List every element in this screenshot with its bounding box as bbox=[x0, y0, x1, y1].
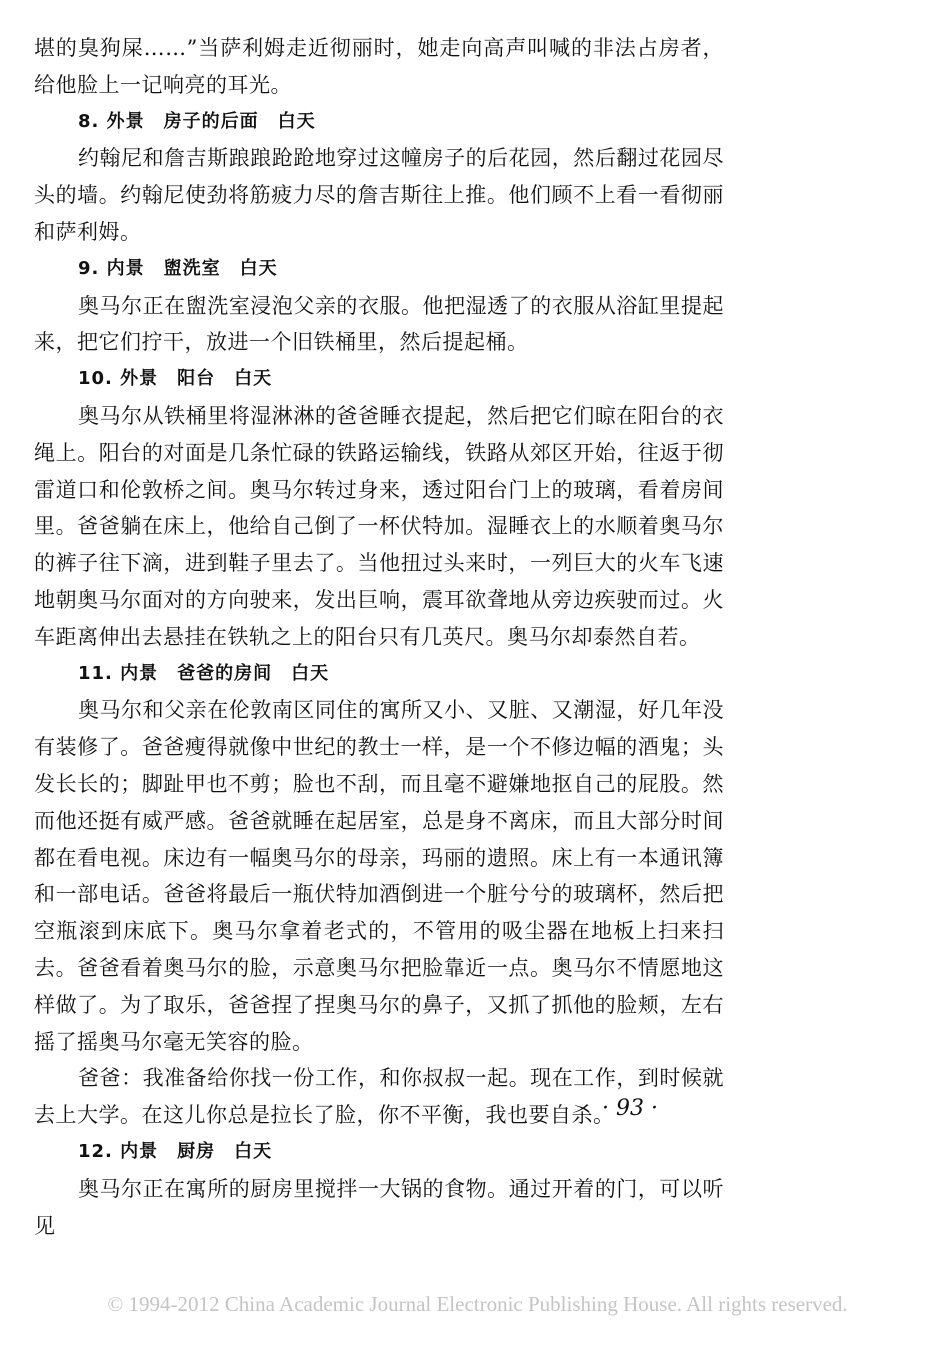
scene-8-paragraph: 约翰尼和詹吉斯踉踉跄跄地穿过这幢房子的后花园，然后翻过花园尽头的墙。约翰尼使劲将筋疲力尽的詹吉斯往上推。他们顾不上看一看彻丽和萨利姆。 bbox=[34, 146, 724, 244]
scene-heading-9: 9. 内景 盥洗室 白天 bbox=[78, 257, 278, 279]
copyright-footer: © 1994-2012 China Academic Journal Electronic Publishing House. All rights reserved. bbox=[107, 1292, 848, 1316]
scene-9-paragraph: 奥马尔正在盥洗室浸泡父亲的衣服。他把湿透了的衣服从浴缸里提起来，把它们拧干，放进一个旧铁桶里，然后提起桶。 bbox=[34, 293, 724, 355]
page-number: · 93 · bbox=[602, 1096, 658, 1121]
scene-heading-12: 12. 内景 厨房 白天 bbox=[78, 1140, 273, 1162]
scene-10-paragraph: 奥马尔从铁桶里将湿淋淋的爸爸睡衣提起，然后把它们晾在阳台的衣绳上。阳台的对面是几条忙碌的铁路运输线，铁路从郊区开始，往返于彻雷道口和伦敦桥之间。奥马尔转过身来，透过阳台门上的玻璃，看着房间里。爸爸躺在床上，他给自己倒了一杯伏特加。湿睡衣上的水顺着奥马尔的裤子往下滴，进到鞋子里去了。当他扭过头来时，一列巨大的火车飞速地朝奥马尔面对的方向驶来，发出巨响，震耳欲聋地从旁边疾驶而过。火车距离伸出去悬挂在铁轨之上的阳台只有几英尺。奥马尔却泰然自若。 bbox=[34, 403, 724, 649]
scene-11-dialogue: 爸爸：我准备给你找一份工作，和你叔叔一起。现在工作，到时候就去上大学。在这儿你总是拉长了脸，你不平衡，我也要自杀。 bbox=[34, 1066, 724, 1128]
document-page bbox=[34, 30, 724, 1244]
paragraph-continued: 堪的臭狗屎……”当萨利姆走近彻丽时，她走向高声叫喊的非法占房者，给他脸上一记响亮的耳光。 bbox=[34, 36, 724, 97]
scene-heading-11: 11. 内景 爸爸的房间 白天 bbox=[78, 662, 330, 684]
scene-heading-10: 10. 外景 阳台 白天 bbox=[78, 368, 273, 390]
scene-heading-8: 8. 外景 房子的后面 白天 bbox=[78, 110, 316, 132]
scene-11-paragraph: 奥马尔和父亲在伦敦南区同住的寓所又小、又脏、又潮湿，好几年没有装修了。爸爸瘦得就像中世纪的教士一样，是一个不修边幅的酒鬼；头发长长的；脚趾甲也不剪；脸也不刮，而且毫不避嫌地抠自己的屁股。然而他还挺有威严感。爸爸就睡在起居室，总是身不离床，而且大部分时间都在看电视。床边有一幅奥马尔的母亲，玛丽的遗照。床上有一本通讯簿和一部电话。爸爸将最后一瓶伏特加酒倒进一个脏兮兮的玻璃杯，然后把空瓶滚到床底下。奥马尔拿着老式的，不管用的吸尘器在地板上扫来扫去。爸爸看着奥马尔的脸，示意奥马尔把脸靠近一点。奥马尔不情愿地这样做了。为了取乐，爸爸捏了捏奥马尔的鼻子，又抓了抓他的脸颊，左右摇了摇奥马尔毫无笑容的脸。 bbox=[34, 698, 724, 1054]
scene-12-paragraph: 奥马尔正在寓所的厨房里搅拌一大锅的食物。通过开着的门，可以听见 bbox=[34, 1176, 724, 1238]
